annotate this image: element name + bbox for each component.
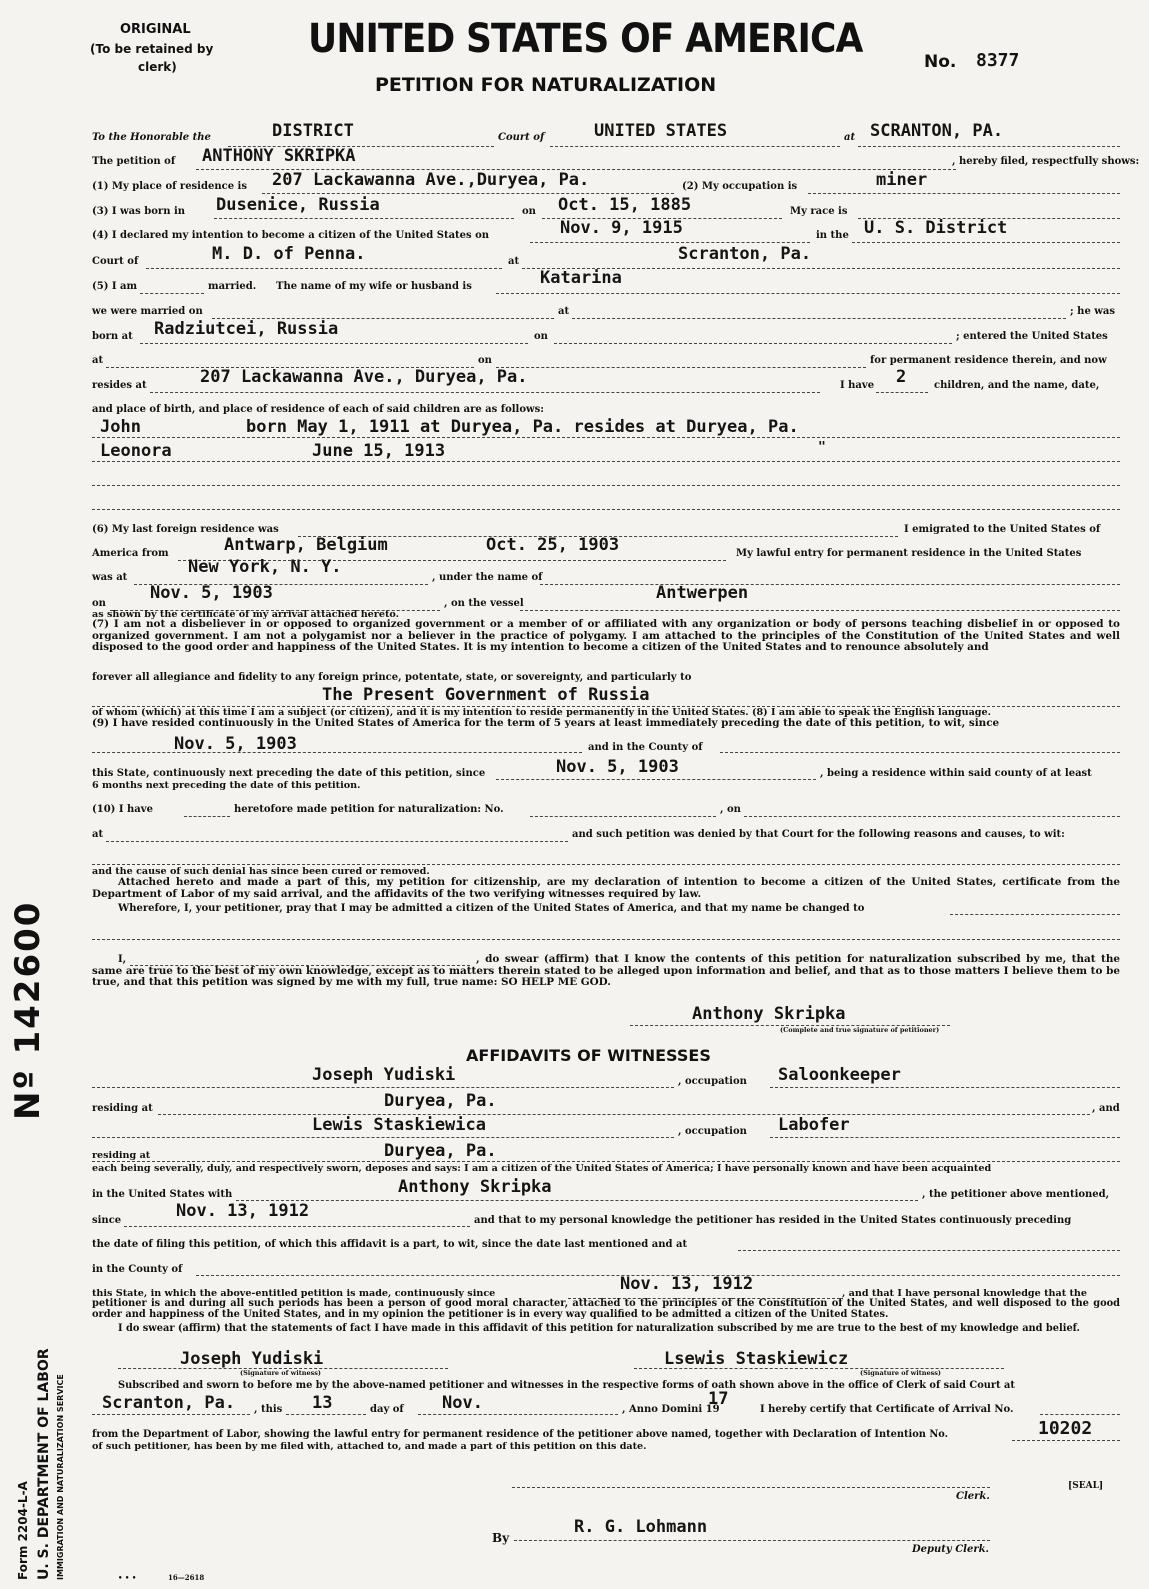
label-forever: forever all allegiance and fidelity to any foreign prince, potentate, state, or sovereignty, and particularly to xyxy=(92,672,692,683)
line xyxy=(92,939,1120,940)
label-as-shown: as shown by the certificate of my arrival attached hereto. xyxy=(92,609,399,620)
label-i-am: (5) I am xyxy=(92,281,138,292)
field-emigrated-date: Oct. 25, 1903 xyxy=(486,535,620,555)
label-resides-at: resides at xyxy=(92,380,147,391)
field-child2-name: Leonora xyxy=(100,441,172,461)
line xyxy=(744,816,1120,817)
label-i-have: I have xyxy=(840,380,875,391)
petition-no-value: 8377 xyxy=(976,50,1020,71)
field-state-since: Nov. 13, 1912 xyxy=(620,1274,754,1294)
line xyxy=(540,584,1120,585)
document-subtitle: PETITION FOR NATURALIZATION xyxy=(375,74,717,96)
paragraph-attached: Attached hereto and made a part of this, my petition for citizenship, are my declaration of intention to become a citizen of the United States, certificate from the Department of Labor of my said arrival, and the affidavits of the two verifying witnesses required by law. xyxy=(92,876,1120,900)
label-at: at xyxy=(844,132,856,143)
label-para10c: , on xyxy=(720,804,741,815)
line xyxy=(286,1414,366,1415)
field-children-count: 2 xyxy=(896,367,907,387)
line xyxy=(496,367,866,368)
footer-code: 16—2618 xyxy=(168,1573,205,1582)
line xyxy=(738,1250,1120,1251)
field-sworn-day: 13 xyxy=(312,1393,333,1413)
field-birthplace: Dusenice, Russia xyxy=(216,195,380,215)
line xyxy=(554,343,952,344)
line xyxy=(236,1200,918,1201)
line xyxy=(496,293,1120,294)
label-six-months: 6 months next preceding the date of this petition. xyxy=(92,780,361,791)
field-declared-on: Nov. 9, 1915 xyxy=(560,218,683,238)
line xyxy=(950,914,1120,915)
field-court: DISTRICT xyxy=(272,121,354,141)
label-married: married. xyxy=(208,281,257,292)
label-court-of-2: Court of xyxy=(92,256,139,267)
line xyxy=(214,218,514,219)
label-personal-know-2: , and that I have personal knowledge that the xyxy=(842,1288,1087,1299)
retained-label: (To be retained by xyxy=(90,42,214,56)
original-label: ORIGINAL xyxy=(120,22,191,37)
line xyxy=(92,1087,674,1088)
label-last-foreign: (6) My last foreign residence was xyxy=(92,524,279,535)
label-sig-caption: (Complete and true signature of petitioner) xyxy=(780,1026,940,1034)
field-court-at: SCRANTON, PA. xyxy=(870,121,1004,141)
field-child2-ditto: " xyxy=(818,440,826,455)
field-emigrated-from: Antwarp, Belgium xyxy=(224,535,388,555)
label-subscribed: Subscribed and sworn to before me by the above-named petitioner and witnesses in the respective forms of oath shown above in the office of Clerk of said Court at xyxy=(118,1380,1015,1391)
label-occupation-w1: , occupation xyxy=(678,1076,747,1087)
field-wife-born: Radziutcei, Russia xyxy=(154,319,339,339)
label-under-name: , under the name of xyxy=(432,572,543,583)
field-child1-name: John xyxy=(100,417,141,437)
label-county-of: and in the County of xyxy=(588,742,703,753)
label-declared: (4) I declared my intention to become a citizen of the United States on xyxy=(92,230,490,241)
field-witness1-res: Duryea, Pa. xyxy=(384,1091,497,1111)
label-denied: and such petition was denied by that Court for the following reasons and causes, to wit: xyxy=(572,829,1065,840)
line xyxy=(92,864,1120,865)
affidavits-heading: AFFIDAVITS OF WITNESSES xyxy=(466,1046,711,1065)
side-number: Nº 142600 xyxy=(8,900,48,1120)
label-date-filing: the date of filing this petition, of which this affidavit is a part, to wit, since the date last mentioned and at xyxy=(92,1239,688,1250)
line xyxy=(720,752,1120,753)
petition-no-label: No. xyxy=(924,52,957,72)
label-from-dept: from the Department of Labor, showing the lawful entry for permanent residence of the petitioner above named, together with Declaration of Intention No. xyxy=(92,1429,949,1440)
label-occupation-w2: , occupation xyxy=(678,1126,747,1137)
line xyxy=(92,1161,1120,1162)
line xyxy=(530,816,716,817)
field-wife-resides: 207 Lackawanna Ave., Duryea, Pa. xyxy=(200,367,528,387)
line xyxy=(184,816,230,817)
field-known-petitioner: Anthony Skripka xyxy=(398,1177,552,1197)
label-children-place: and place of birth, and place of residence of each of said children are as follows: xyxy=(92,404,544,415)
line xyxy=(496,779,816,780)
line xyxy=(140,293,204,294)
line xyxy=(852,242,1120,243)
line xyxy=(146,268,502,269)
field-entry-date: Nov. 5, 1903 xyxy=(150,583,273,603)
field-court-of: UNITED STATES xyxy=(594,121,728,141)
label-on-3: on xyxy=(478,355,492,366)
label-and: , and xyxy=(1092,1103,1120,1114)
line xyxy=(770,1137,1120,1138)
label-para10b: heretofore made petition for naturalization: No. xyxy=(234,804,504,815)
label-this: , this xyxy=(254,1404,283,1415)
field-witness1: Joseph Yudiski xyxy=(312,1065,456,1085)
label-born-in: (3) I was born in xyxy=(92,206,186,217)
field-petitioner: ANTHONY SKRIPKA xyxy=(202,146,356,166)
line xyxy=(876,392,928,393)
line xyxy=(808,193,1120,194)
label-by: By xyxy=(492,1531,510,1545)
label-children: children, and the name, date, xyxy=(934,380,1100,391)
field-vessel: Antwerpen xyxy=(656,583,749,603)
paragraph-9: (9) I have resided continuously in the United States of America for the term of 5 years at least immediately preceding the date of this petition, to wit, since xyxy=(92,717,1000,729)
field-birth-date: Oct. 15, 1885 xyxy=(558,195,692,215)
line xyxy=(418,1414,618,1415)
side-form: Form 2204-L-A xyxy=(16,1481,30,1580)
line xyxy=(150,392,820,393)
label-this-state: this State, continuously next preceding the date of this petition, since xyxy=(92,768,486,779)
label-i-swear-a: I, xyxy=(118,954,127,965)
line xyxy=(572,318,1066,319)
field-county-since: Nov. 5, 1903 xyxy=(556,757,679,777)
field-residence: 207 Lackawanna Ave.,Duryea, Pa. xyxy=(272,170,590,190)
label-at-4: at xyxy=(92,355,104,366)
label-residing-at-1: residing at xyxy=(92,1103,153,1114)
label-day-of: day of xyxy=(370,1404,404,1415)
label-anno: , Anno Domini 19 xyxy=(622,1404,720,1415)
label-seal: [SEAL] xyxy=(1068,1481,1104,1491)
label-personal-knowledge: and that to my personal knowledge the petitioner has resided in the United States continuously preceding xyxy=(474,1215,1072,1226)
label-clerk: Clerk. xyxy=(956,1491,990,1502)
label-race: My race is xyxy=(790,206,848,217)
label-at-3: at xyxy=(558,306,570,317)
label-in-us-with: in the United States with xyxy=(92,1189,233,1200)
line xyxy=(520,610,1120,611)
field-resided-since: Nov. 5, 1903 xyxy=(174,734,297,754)
label-entered: ; entered the United States xyxy=(956,331,1108,342)
line xyxy=(92,461,1120,462)
label-cause: and the cause of such denial has since been cured or removed. xyxy=(92,866,430,877)
field-occupation: miner xyxy=(876,170,928,190)
label-petition-of: The petition of xyxy=(92,156,176,167)
label-court-of: Court of xyxy=(498,132,545,143)
label-of-whom: of whom (which) at this time I am a subject (or citizen), and it is my intention to reside permanently in the United States. (8) I am able to speak the English language. xyxy=(92,707,991,718)
label-lawful-entry: My lawful entry for permanent residence in the United States xyxy=(736,548,1082,559)
label-in-the: in the xyxy=(816,230,849,241)
field-witness2-res: Duryea, Pa. xyxy=(384,1141,497,1161)
field-witness2-sig: Lsewis Staskiewicz xyxy=(664,1349,849,1369)
line xyxy=(1012,1440,1120,1441)
field-witness2: Lewis Staskiewica xyxy=(312,1115,486,1135)
label-sig-witness-1: (Signature of witness) xyxy=(240,1369,321,1377)
label-wherefore: Wherefore, I, your petitioner, pray that I may be admitted a citizen of the United States of America, and that my name be changed to xyxy=(118,903,865,914)
line xyxy=(158,1114,1090,1115)
field-witness1-sig: Joseph Yudiski xyxy=(180,1349,324,1369)
label-on-4: on xyxy=(92,598,106,609)
field-known-since: Nov. 13, 1912 xyxy=(176,1201,310,1221)
line xyxy=(92,485,1120,486)
line xyxy=(124,1226,470,1227)
label-wife-name: The name of my wife or husband is xyxy=(276,281,472,292)
line xyxy=(550,146,840,147)
label-this-state-2: this State, in which the above-entitled petition is made, continuously since xyxy=(92,1288,496,1299)
label-hereby-filed: , hereby filed, respectfully shows: xyxy=(952,156,1140,167)
label-he-was: ; he was xyxy=(1070,306,1116,317)
label-married-on: we were married on xyxy=(92,306,203,317)
field-sworn-year: 17 xyxy=(708,1389,729,1409)
label-on-2: on xyxy=(534,331,548,342)
label-on: on xyxy=(522,206,536,217)
line xyxy=(92,509,1120,510)
line xyxy=(530,242,810,243)
label-petitioner-above: , the petitioner above mentioned, xyxy=(922,1189,1110,1200)
field-signature: Anthony Skripka xyxy=(692,1004,846,1024)
label-born-at: born at xyxy=(92,331,133,342)
line xyxy=(1040,1414,1120,1415)
field-entry-place: New York, N. Y. xyxy=(188,557,342,577)
label-was-at: was at xyxy=(92,572,128,583)
label-deputy: Deputy Clerk. xyxy=(912,1544,990,1555)
label-residing-at-2: residing at xyxy=(92,1150,151,1161)
label-on-vessel: , on the vessel xyxy=(444,598,524,609)
field-sworn-month: Nov. xyxy=(442,1393,483,1413)
field-wife: Katarina xyxy=(540,268,622,288)
label-for-perm: for permanent residence therein, and now xyxy=(870,355,1107,366)
line xyxy=(770,1087,1120,1088)
line xyxy=(262,193,674,194)
paragraph-7: (7) I am not a disbeliever in or opposed to organized government or a member of or affiliated with any organization or body of persons teaching disbelief in or opposed to organized government. I am not a polygamist nor a believer in the practice of polygamy. I am attached to the principles of the Constitution of the United States and well disposed to the good order and happiness of the United States. It is my intention to become a citizen of the United States and to renounce absolutely and xyxy=(92,618,1120,654)
label-of-such: of such petitioner, has been by me filed with, attached to, and made a part of this petition on this date. xyxy=(92,1441,647,1452)
clerk-label: clerk) xyxy=(138,60,177,74)
label-occupation: (2) My occupation is xyxy=(682,181,798,192)
line xyxy=(92,437,1120,438)
line xyxy=(140,343,528,344)
label-para10a: (10) I have xyxy=(92,804,153,815)
field-sworn-at: Scranton, Pa. xyxy=(102,1393,236,1413)
line xyxy=(92,752,582,753)
field-declared-in: U. S. District xyxy=(864,218,1008,238)
label-america-from: America from xyxy=(92,548,169,559)
field-declared-court: M. D. of Penna. xyxy=(212,244,366,264)
paragraph-oath: , do swear (affirm) that I know the contents of this petition for naturalization subscribed by me, that the same are true to the best of my own knowledge, except as to matters therein stated to be alleged upon information and belief, and that as to those matters I believe them to be true, and that this petition was signed by me with my full, true name: SO HELP ME GOD. xyxy=(92,953,1120,989)
label-at-5: at xyxy=(92,829,104,840)
field-child1-info: born May 1, 1911 at Duryea, Pa. resides at Duryea, Pa. xyxy=(246,417,799,437)
label-certify: I hereby certify that Certificate of Arrival No. xyxy=(760,1404,1014,1415)
field-deputy-clerk: R. G. Lohmann xyxy=(574,1517,708,1537)
label-sig-witness-2: (Signature of witness) xyxy=(860,1369,941,1377)
side-dept: U. S. DEPARTMENT OF LABOR xyxy=(36,1348,52,1580)
line xyxy=(106,841,568,842)
line xyxy=(858,146,1120,147)
field-witness2-occ: Labofer xyxy=(778,1115,850,1135)
label-being-res: , being a residence within said county of at least xyxy=(820,768,1092,779)
field-declared-at: Scranton, Pa. xyxy=(678,244,812,264)
side-service: IMMIGRATION AND NATURALIZATION SERVICE xyxy=(56,1374,65,1580)
paragraph-good-moral: petitioner is and during all such periods has been a person of good moral character, attached to the principles of the Constitution of the United States, and well disposed to the good order and happiness of the United States, and in my opinion the petitioner is in every way qualified to be admitted a citizen of the United States. xyxy=(92,1298,1120,1320)
label-to-honorable: To the Honorable the xyxy=(92,132,211,143)
field-allegiance: The Present Government of Russia xyxy=(322,685,650,705)
label-emigrated: I emigrated to the United States of xyxy=(904,524,1101,535)
document-title: UNITED STATES OF AMERICA xyxy=(308,16,863,62)
label-residence: (1) My place of residence is xyxy=(92,181,247,192)
label-since: since xyxy=(92,1215,122,1226)
label-each-being: each being severally, duly, and respectively sworn, deposes and says: I am a citizen of the United States of America; I have personally known and have been acquainted xyxy=(92,1163,992,1174)
footer-dots: • • • xyxy=(118,1573,137,1582)
field-declaration-no: 10202 xyxy=(1038,1418,1093,1439)
field-child2-info: June 15, 1913 xyxy=(312,441,446,461)
deputy-line xyxy=(514,1540,990,1541)
paragraph-i-do-swear: I do swear (affirm) that the statements of fact I have made in this affidavit of this petition for naturalization subscribed by me are true to the best of my knowledge and belief. xyxy=(118,1323,1080,1334)
clerk-line xyxy=(512,1487,990,1488)
field-witness1-occ: Saloonkeeper xyxy=(778,1065,901,1085)
label-county-of-2: in the County of xyxy=(92,1264,183,1275)
label-at-2: at xyxy=(508,256,520,267)
line xyxy=(92,1137,674,1138)
line xyxy=(92,1414,250,1415)
